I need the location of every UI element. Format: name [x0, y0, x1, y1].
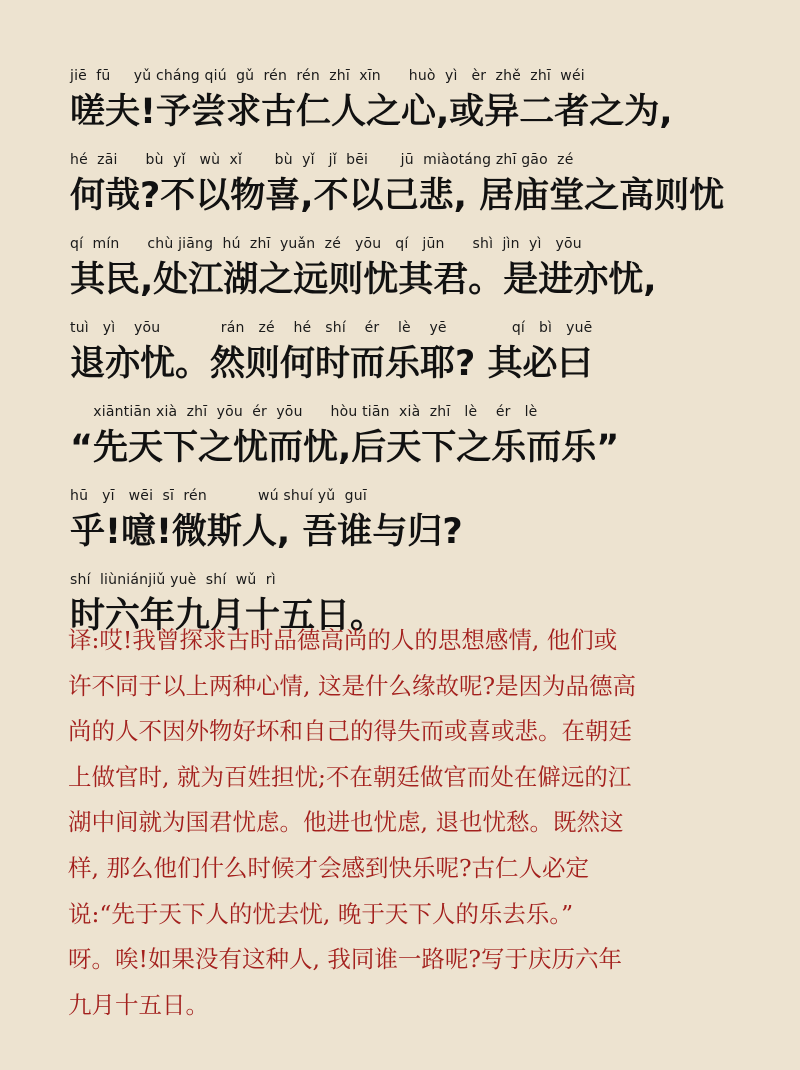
- pinyin-line: hé zāi bù yǐ wù xǐ bù yǐ jǐ bēi jū miàotáng zhī gāo zé: [70, 152, 574, 168]
- translation-line: 湖中间就为国君忧虑。他进也忧虑, 退也忧愁。既然这: [68, 808, 624, 837]
- hanzi-line: 乎!噫!微斯人, 吾谁与归?: [70, 512, 463, 552]
- hanzi-line: 退亦忧。然则何时而乐耶? 其必曰: [70, 344, 593, 384]
- pinyin-line: xiāntiān xià zhī yōu ér yōu hòu tiān xià zhī lè ér lè: [70, 404, 538, 420]
- translation-line: 说:“先于天下人的忧去忧, 晚于天下人的乐去乐。”: [68, 899, 574, 928]
- translation-line: 九月十五日。: [68, 990, 209, 1019]
- pinyin-line: hū yī wēi sī rén wú shuí yǔ guī: [70, 488, 367, 504]
- translation-line: 上做官时, 就为百姓担忧;不在朝廷做官而处在僻远的江: [68, 762, 632, 791]
- hanzi-line: 时六年九月十五日。: [70, 596, 386, 636]
- translation-block: [68, 618, 740, 1028]
- classical-line: [70, 316, 750, 400]
- classical-text-block: [70, 64, 750, 652]
- hanzi-line: 嗟夫!予尝求古仁人之心,或异二者之为,: [70, 92, 673, 132]
- hanzi-line: 其民,处江湖之远则忧其君。是进亦忧,: [70, 260, 657, 300]
- classical-line: [70, 232, 750, 316]
- translation-line: 尚的人不因外物好坏和自己的得失而或喜或悲。在朝廷: [68, 717, 632, 746]
- translation-line: 许不同于以上两种心情, 这是什么缘故呢?是因为品德高: [68, 671, 637, 700]
- classical-line: [70, 484, 750, 568]
- translation-line: 呀。唉!如果没有这种人, 我同谁一路呢?写于庆历六年: [68, 945, 622, 974]
- hanzi-line: 何哉?不以物喜,不以己悲, 居庙堂之高则忧: [70, 176, 725, 216]
- pinyin-line: qí mín chù jiāng hú zhī yuǎn zé yōu qí jūn shì jìn yì yōu: [70, 236, 582, 252]
- classical-line: [70, 400, 750, 484]
- pinyin-line: tuì yì yōu rán zé hé shí ér lè yē qí bì yuē: [70, 320, 593, 336]
- pinyin-line: shí liùniánjiǔ yuè shí wǔ rì: [70, 572, 276, 588]
- hanzi-line: “先天下之忧而忧,后天下之乐而乐”: [70, 428, 620, 468]
- pinyin-line: jiē fū yǔ cháng qiú gǔ rén rén zhī xīn huò yì èr zhě zhī wéi: [70, 68, 585, 84]
- translation-line: 译:哎!我曾探求古时品德高尚的人的思想感情, 他们或: [68, 626, 618, 654]
- classical-line: [70, 64, 750, 148]
- translation-line: 样, 那么他们什么时候才会感到快乐呢?古仁人必定: [68, 853, 590, 882]
- classical-line: [70, 148, 750, 232]
